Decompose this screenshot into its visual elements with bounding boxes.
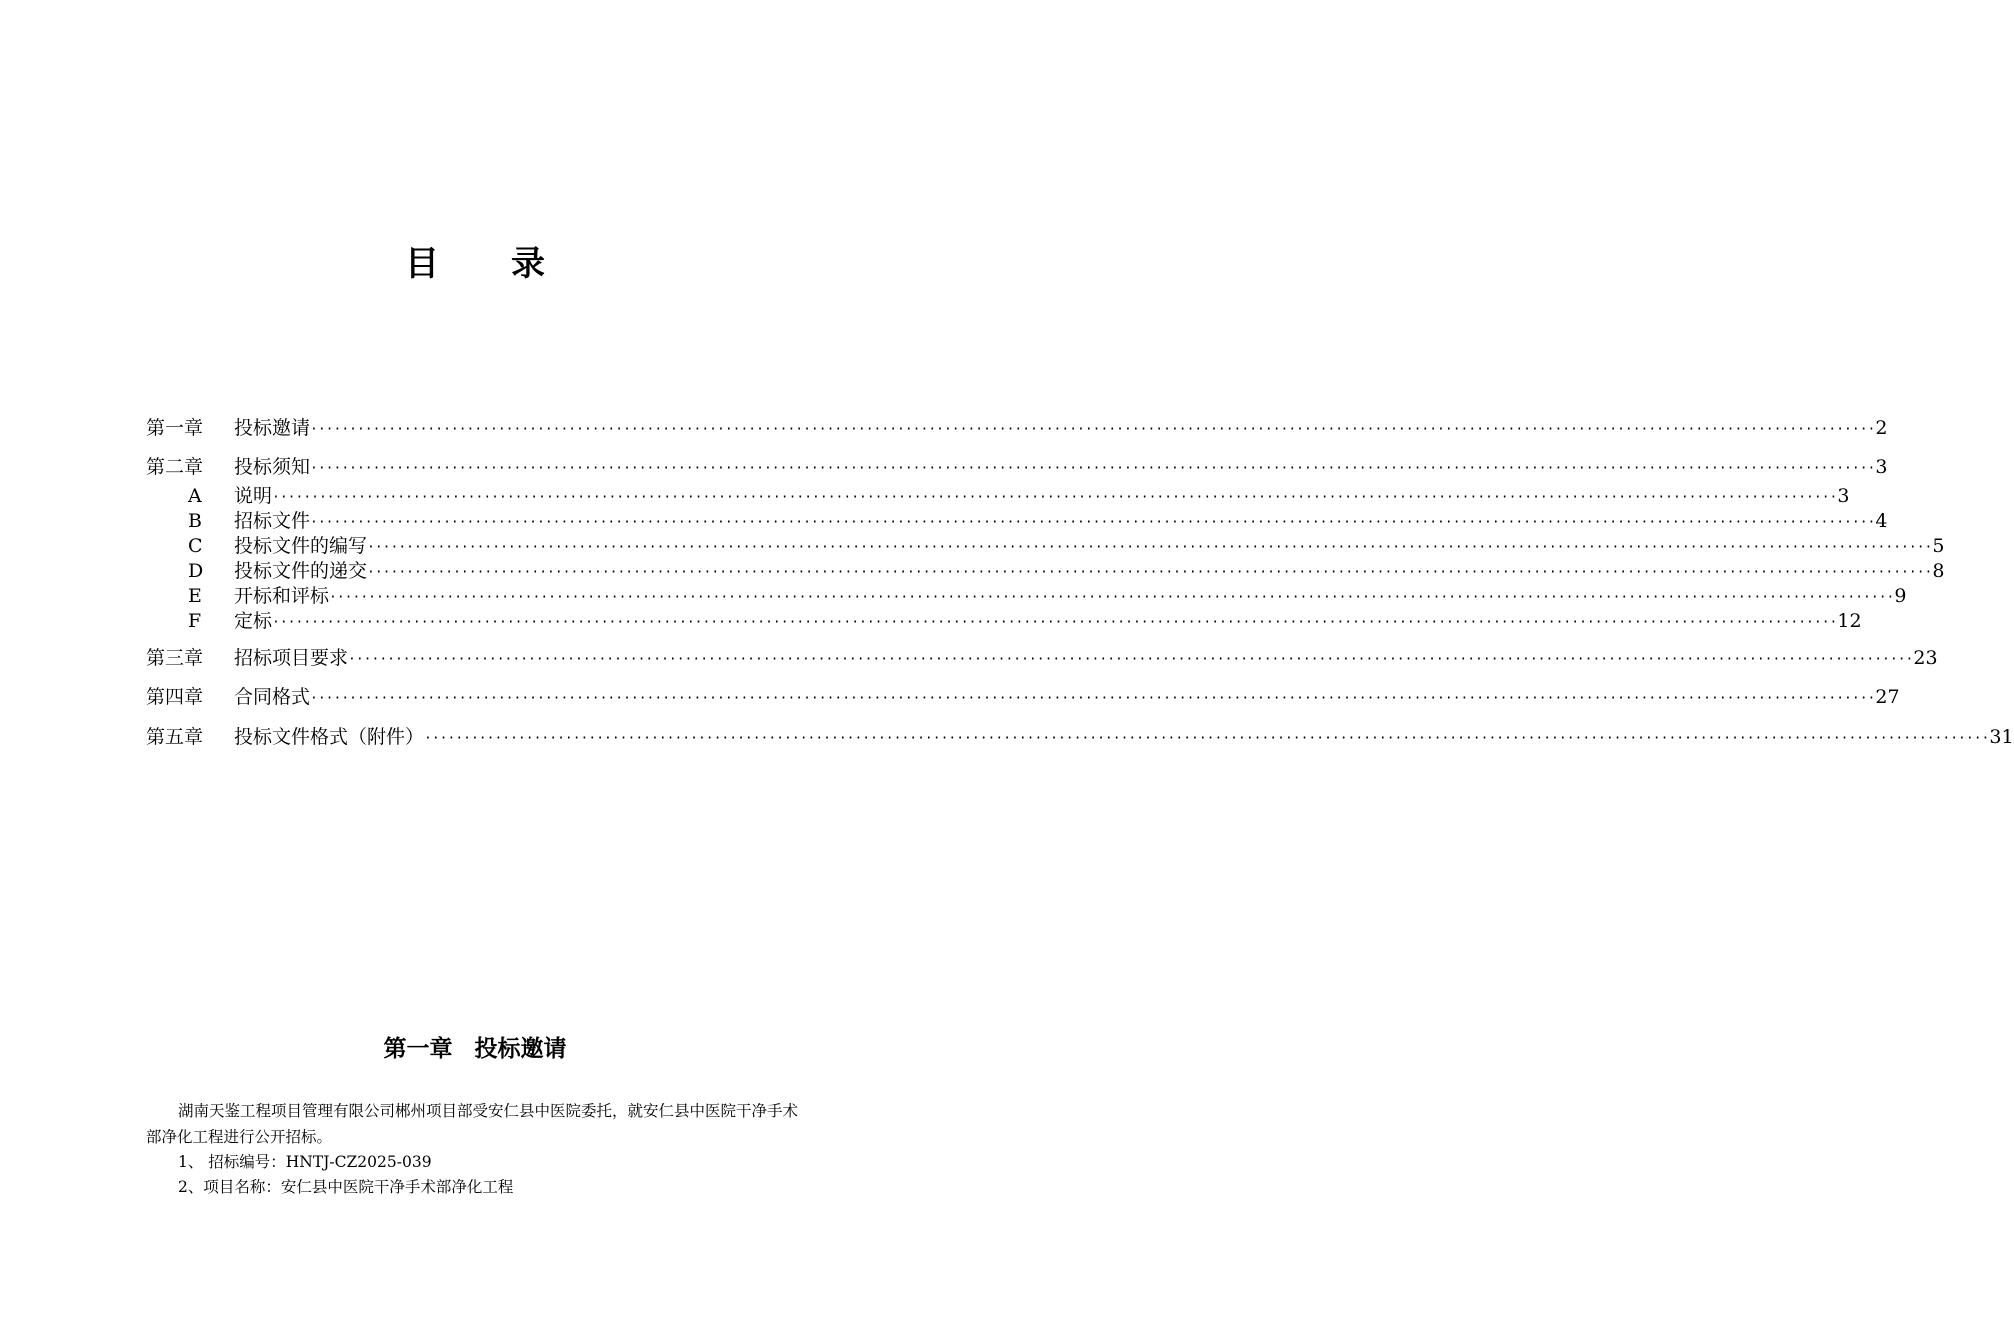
toc-chapter-number: 第三章: [146, 647, 204, 669]
toc-entry[interactable]: [146, 685, 1900, 709]
toc-page-number: 27: [1875, 686, 1900, 708]
toc-section-letter: B: [188, 510, 202, 532]
toc-entry-label: 投标文件的递交: [234, 560, 368, 582]
toc-title-right: 录: [511, 244, 545, 284]
toc-chapter-number: 第二章: [146, 456, 204, 478]
toc-leader-dots: ········································································································································································································: [367, 540, 1933, 555]
toc-page-number: 8: [1932, 560, 1945, 582]
toc-entry-label: 合同格式: [234, 686, 311, 708]
toc-entry[interactable]: [146, 609, 1862, 633]
toc-leader-dots: ········································································································································································································: [272, 490, 1838, 505]
chapter-number: 第一章: [383, 1035, 453, 1062]
toc-entry-label: 投标文件格式（附件）: [234, 726, 425, 748]
toc-title-left: 目: [405, 244, 439, 284]
toc-chapter-number: 第四章: [146, 686, 204, 708]
toc-leader-dots: ········································································································································································································: [424, 731, 1990, 746]
toc-section-letter: F: [188, 610, 202, 632]
toc-page-number: 31: [1989, 726, 2014, 748]
item-project-name: 2、项目名称：安仁县中医院干净手术部净化工程: [178, 1178, 514, 1196]
toc-entry-label: 说明: [234, 485, 273, 507]
toc-entry[interactable]: [146, 509, 1888, 533]
toc-page-number: 9: [1894, 585, 1907, 607]
toc-entry-label: 开标和评标: [234, 585, 330, 607]
toc-entry[interactable]: [146, 484, 1850, 508]
toc-section-letter: A: [188, 485, 202, 507]
chapter-title: 投标邀请: [474, 1035, 567, 1062]
toc-section-letter: E: [188, 585, 202, 607]
toc-leader-dots: ········································································································································································································: [310, 422, 1876, 437]
toc-page-number: 3: [1875, 456, 1888, 478]
toc-entry-label: 招标文件: [234, 510, 311, 532]
toc-entry[interactable]: [146, 559, 1945, 583]
toc-page-number: 2: [1875, 417, 1888, 439]
toc-entry[interactable]: [146, 646, 1938, 670]
toc-entry[interactable]: [146, 725, 2014, 749]
toc-page-number: 5: [1932, 535, 1945, 557]
toc-chapter-number: 第五章: [146, 726, 204, 748]
toc-entry[interactable]: [146, 584, 1907, 608]
toc-entry-label: 定标: [234, 610, 273, 632]
item-tender-number: 1、 招标编号：HNTJ-CZ2025-039: [178, 1153, 432, 1171]
toc-entry[interactable]: [146, 534, 1945, 558]
toc-leader-dots: ········································································································································································································: [310, 515, 1876, 530]
toc-entry-label: 投标须知: [234, 456, 311, 478]
toc-entry[interactable]: [146, 416, 1888, 440]
toc-page-number: 3: [1837, 485, 1850, 507]
toc-page-number: 23: [1913, 647, 1938, 669]
toc-entry[interactable]: [146, 455, 1888, 479]
toc-section-letter: D: [188, 560, 204, 582]
toc-leader-dots: ········································································································································································································: [272, 615, 1838, 630]
chapter-heading: [0, 1034, 950, 1064]
toc-section-letter: C: [188, 535, 203, 557]
toc-page-number: 12: [1837, 610, 1862, 632]
toc-leader-dots: ········································································································································································································: [348, 652, 1914, 667]
toc-title: [0, 244, 950, 284]
toc-leader-dots: ········································································································································································································: [310, 691, 1876, 706]
toc-leader-dots: ········································································································································································································: [329, 590, 1895, 605]
toc-leader-dots: ········································································································································································································: [310, 461, 1876, 476]
toc-entry-label: 投标邀请: [234, 417, 311, 439]
toc-entry-label: 投标文件的编写: [234, 535, 368, 557]
toc-chapter-number: 第一章: [146, 417, 204, 439]
toc-leader-dots: ········································································································································································································: [367, 565, 1933, 580]
toc-page-number: 4: [1875, 510, 1888, 532]
intro-paragraph: 湖南天鉴工程项目管理有限公司郴州项目部受安仁县中医院委托，就安仁县中医院干净手术部净化工程进行公开招标。: [146, 1102, 799, 1146]
toc-entry-label: 招标项目要求: [234, 647, 349, 669]
